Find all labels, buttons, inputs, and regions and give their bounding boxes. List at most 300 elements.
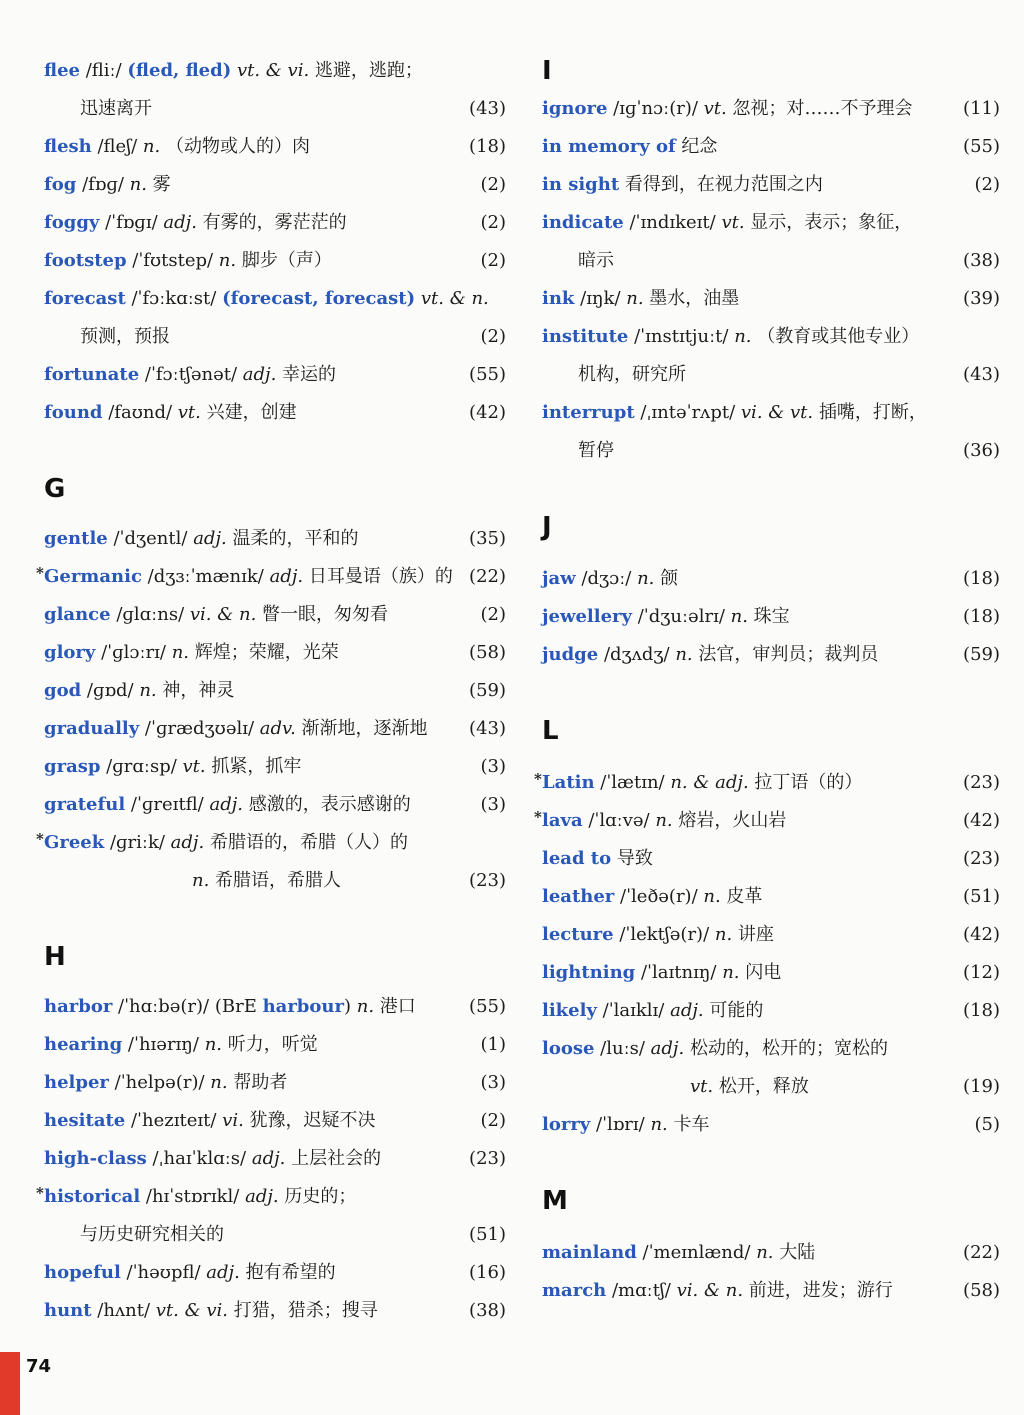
right-column — [534, 52, 1000, 1310]
unit-reference: (36) — [963, 440, 1000, 461]
entry-row — [44, 520, 506, 558]
unit-reference: (55) — [469, 996, 506, 1017]
pronunciation: /ɪɡˈnɔː(r)/ — [607, 98, 704, 119]
entry-row — [44, 1216, 506, 1254]
entry-row — [44, 1064, 506, 1102]
entry-row — [542, 1272, 1000, 1310]
headword: lead to — [542, 848, 612, 869]
entry-row — [44, 52, 506, 90]
headword: foggy — [44, 212, 100, 233]
pronunciation: /mɑːtʃ/ — [606, 1280, 677, 1301]
entry-row — [44, 90, 506, 128]
headword: lightning — [542, 962, 636, 983]
pronunciation: /dʒɔː/ — [575, 568, 638, 589]
headword: historical — [44, 1186, 141, 1207]
headword: Greek — [44, 832, 105, 853]
definition: 历史的； — [278, 1186, 357, 1207]
definition: 日耳曼语（族）的 — [303, 566, 453, 587]
unit-reference: (3) — [480, 1072, 506, 1093]
headword: institute — [542, 326, 629, 347]
definition: 可能的 — [703, 1000, 764, 1021]
definition: 希腊语的，希腊（人）的 — [204, 832, 408, 853]
pronunciation: /ˈfɒɡɪ/ — [99, 212, 164, 233]
part-of-speech: vt. — [182, 756, 206, 777]
pronunciation: /ˈhɪərɪŋ/ — [122, 1034, 205, 1055]
entry-row — [534, 802, 1000, 840]
entry-row — [44, 204, 506, 242]
unit-reference: (23) — [963, 772, 1000, 793]
unit-reference: (58) — [963, 1280, 1000, 1301]
unit-reference: (3) — [480, 756, 506, 777]
headword: fortunate — [44, 364, 140, 385]
definition: 前进，进发；游行 — [743, 1280, 893, 1301]
unit-reference: (16) — [469, 1262, 506, 1283]
part-of-speech: n. — [351, 996, 375, 1017]
section-g — [36, 520, 506, 900]
definition: 松开，释放 — [713, 1076, 809, 1097]
unit-reference: (12) — [963, 962, 1000, 983]
entry-row — [542, 840, 1000, 878]
headword: flesh — [44, 136, 92, 157]
definition: 皮革 — [720, 886, 763, 907]
headword: Germanic — [44, 566, 142, 587]
definition: 讲座 — [732, 924, 774, 945]
headword: god — [44, 680, 82, 701]
part-of-speech: n. — [655, 810, 673, 831]
part-of-speech: n. — [756, 1242, 774, 1263]
definition: 上层社会的 — [285, 1148, 382, 1169]
pronunciation: /ˈɪnstɪtjuːt/ — [628, 326, 735, 347]
left-column — [36, 52, 506, 1330]
definition-continuation: 机构，研究所 — [578, 364, 686, 385]
definition: 逃避，逃跑； — [309, 60, 423, 81]
part-of-speech: adj. — [163, 212, 197, 233]
headword: harbor — [44, 996, 113, 1017]
headword: found — [44, 402, 103, 423]
definition: 渐渐地，逐渐地 — [295, 718, 428, 739]
entry-row — [44, 710, 506, 748]
entry-row — [44, 672, 506, 710]
headword: gentle — [44, 528, 108, 549]
entry-row — [44, 1140, 506, 1178]
pronunciation: /ɡlɑːns/ — [110, 604, 190, 625]
verb-forms: (fled, fled) — [127, 60, 232, 81]
entry-row — [542, 394, 1000, 432]
entry-row — [44, 988, 506, 1026]
definition: 幸运的 — [276, 364, 337, 385]
headword: glory — [44, 642, 96, 663]
letter-heading-m: M — [542, 1186, 568, 1216]
part-of-speech: n. — [637, 568, 655, 589]
headword: fog — [44, 174, 77, 195]
pronunciation: /ˈlɑːvə/ — [582, 810, 656, 831]
headword: in memory of — [542, 136, 676, 157]
definition-continuation: 暂停 — [578, 440, 614, 461]
headword: gradually — [44, 718, 140, 739]
pronunciation: /fliː/ — [80, 60, 128, 81]
unit-reference: (55) — [963, 136, 1000, 157]
entry-row — [36, 824, 506, 862]
part-of-speech: adv. — [259, 718, 296, 739]
unit-reference: (2) — [480, 212, 506, 233]
definition: 卡车 — [667, 1114, 710, 1135]
entry-row — [44, 1254, 506, 1292]
headword-variant: harbour — [262, 996, 344, 1017]
section-i — [542, 90, 1000, 470]
entry-row — [542, 242, 1000, 280]
definition: 脚步（声） — [236, 250, 332, 271]
punctuation: ) — [343, 996, 351, 1017]
definition: 打猎，猎杀；搜寻 — [228, 1300, 378, 1321]
headword: loose — [542, 1038, 595, 1059]
pronunciation: /ɪŋk/ — [574, 288, 627, 309]
entry-row — [542, 1068, 1000, 1106]
headword: march — [542, 1280, 607, 1301]
part-of-speech: adj. — [269, 566, 304, 587]
pronunciation: /luːs/ — [594, 1038, 651, 1059]
part-of-speech: n. — [129, 174, 147, 195]
entry-row — [44, 634, 506, 672]
part-of-speech: adj. — [206, 1262, 240, 1283]
unit-reference: (38) — [963, 250, 1000, 271]
definition: 插嘴，打断， — [813, 402, 927, 423]
entry-row — [44, 786, 506, 824]
entry-row — [44, 356, 506, 394]
section-m — [542, 1234, 1000, 1310]
pronunciation: /ˈlaɪklɪ/ — [596, 1000, 671, 1021]
unit-reference: (18) — [963, 1000, 1000, 1021]
letter-heading-l: L — [542, 716, 559, 746]
letter-heading-h: H — [44, 942, 66, 972]
unit-reference: (39) — [963, 288, 1000, 309]
part-of-speech: adj. — [670, 1000, 704, 1021]
headword: grasp — [44, 756, 101, 777]
pronunciation: /ˈmeɪnlænd/ — [636, 1242, 757, 1263]
unit-reference: (22) — [963, 1242, 1000, 1263]
headword: jaw — [542, 568, 576, 589]
entry-row — [534, 764, 1000, 802]
definition: 颌 — [654, 568, 679, 589]
part-of-speech: vi. — [222, 1110, 244, 1131]
definition-continuation: 预测，预报 — [80, 326, 170, 347]
definition: （动物或人的）肉 — [160, 136, 310, 157]
entry-row — [542, 598, 1000, 636]
part-of-speech: vi. & n. — [189, 604, 257, 625]
unit-reference: (55) — [469, 364, 506, 385]
pronunciation: /ˌhaɪˈklɑːs/ — [146, 1148, 252, 1169]
headword: glance — [44, 604, 111, 625]
new-word-marker: * — [36, 1184, 44, 1202]
pronunciation: /dʒʌdʒ/ — [598, 644, 676, 665]
entry-row — [542, 318, 1000, 356]
pronunciation: /hʌnt/ — [91, 1300, 156, 1321]
entry-row — [36, 558, 506, 596]
headword: lava — [542, 810, 583, 831]
part-of-speech: vt. — [703, 98, 727, 119]
definition: 忽视；对……不予理会 — [726, 98, 913, 119]
definition: 大陆 — [773, 1242, 816, 1263]
part-of-speech: n. — [730, 606, 748, 627]
entry-row — [542, 1234, 1000, 1272]
pronunciation: /ɡriːk/ — [104, 832, 171, 853]
headword: footstep — [44, 250, 127, 271]
pronunciation: /ˈdʒentl/ — [107, 528, 194, 549]
pronunciation: /fɒɡ/ — [76, 174, 130, 195]
entry-row — [44, 596, 506, 634]
definition: 希腊语，希腊人 — [209, 870, 342, 891]
part-of-speech: adj. — [193, 528, 227, 549]
unit-reference: (42) — [963, 924, 1000, 945]
headword: hunt — [44, 1300, 92, 1321]
new-word-marker: * — [534, 770, 542, 788]
unit-reference: (43) — [963, 364, 1000, 385]
section-j — [542, 560, 1000, 674]
entry-row — [542, 878, 1000, 916]
headword: hesitate — [44, 1110, 126, 1131]
part-of-speech: vt. & vi. — [231, 60, 310, 81]
pronunciation: /ˈfʊtstep/ — [126, 250, 219, 271]
part-of-speech: adj. — [650, 1038, 685, 1059]
part-of-speech: n. & adj. — [670, 772, 749, 793]
new-word-marker: * — [36, 564, 44, 582]
unit-reference: (43) — [469, 718, 506, 739]
definition: 感激的，表示感谢的 — [243, 794, 411, 815]
entry-row — [44, 748, 506, 786]
unit-reference: (22) — [469, 566, 506, 587]
pronunciation: /ˈɡlɔːrɪ/ — [95, 642, 172, 663]
entry-row — [36, 1178, 506, 1216]
headword: grateful — [44, 794, 126, 815]
entry-row — [44, 862, 506, 900]
unit-reference: (2) — [974, 174, 1000, 195]
part-of-speech: adj. — [242, 364, 277, 385]
part-of-speech: n. — [734, 326, 752, 347]
part-of-speech: vt. — [177, 402, 201, 423]
part-of-speech: n. — [722, 962, 740, 983]
definition: 港口 — [374, 996, 416, 1017]
definition: 抓紧，抓牢 — [205, 756, 302, 777]
pronunciation: /dʒɜːˈmænɪk/ — [141, 566, 270, 587]
unit-reference: (42) — [469, 402, 506, 423]
entry-row — [44, 394, 506, 432]
unit-reference: (2) — [480, 604, 506, 625]
headword: lecture — [542, 924, 614, 945]
entry-row — [44, 1292, 506, 1330]
definition: 抱有希望的 — [239, 1262, 336, 1283]
pronunciation: /ɡrɑːsp/ — [100, 756, 183, 777]
headword: high-class — [44, 1148, 147, 1169]
headword: interrupt — [542, 402, 635, 423]
headword: hearing — [44, 1034, 123, 1055]
part-of-speech: n. — [204, 1034, 223, 1055]
pronunciation: /ˈleðə(r)/ — [614, 886, 704, 907]
pronunciation: /ˈɪndɪkeɪt/ — [623, 212, 722, 233]
definition: 瞥一眼，匆匆看 — [256, 604, 389, 625]
pronunciation: /ˈhɑːbə(r)/ (BrE — [112, 996, 263, 1017]
unit-reference: (11) — [963, 98, 1000, 119]
new-word-marker: * — [36, 830, 44, 848]
unit-reference: (3) — [480, 794, 506, 815]
definition: 看得到，在视力范围之内 — [619, 174, 823, 195]
entry-row — [44, 318, 506, 356]
unit-reference: (18) — [963, 606, 1000, 627]
headword: leather — [542, 886, 615, 907]
unit-reference: (23) — [963, 848, 1000, 869]
pronunciation: /ˈlætɪn/ — [594, 772, 671, 793]
pronunciation: /faʊnd/ — [102, 402, 178, 423]
unit-reference: (18) — [469, 136, 506, 157]
entry-row — [542, 916, 1000, 954]
unit-reference: (2) — [480, 326, 506, 347]
definition: （教育或其他专业） — [751, 326, 920, 347]
part-of-speech: n. — [142, 136, 161, 157]
part-of-speech: n. — [218, 250, 237, 271]
headword: helper — [44, 1072, 109, 1093]
definition-continuation: 暗示 — [578, 250, 614, 271]
letter-heading-i: I — [542, 56, 552, 86]
entry-row — [542, 1030, 1000, 1068]
part-of-speech: vt. — [690, 1076, 714, 1097]
entry-row — [44, 166, 506, 204]
pronunciation: /hɪˈstɒrɪkl/ — [140, 1186, 246, 1207]
headword: hopeful — [44, 1262, 121, 1283]
headword: lorry — [542, 1114, 591, 1135]
unit-reference: (38) — [469, 1300, 506, 1321]
unit-reference: (2) — [480, 250, 506, 271]
entry-row — [542, 992, 1000, 1030]
entry-row — [44, 1026, 506, 1064]
headword: flee — [44, 60, 80, 81]
part-of-speech: vi. & n. — [676, 1280, 744, 1301]
entry-row — [542, 560, 1000, 598]
part-of-speech: n. — [650, 1114, 668, 1135]
definition: 纪念 — [675, 136, 718, 157]
unit-reference: (35) — [469, 528, 506, 549]
definition: 温柔的，平和的 — [226, 528, 359, 549]
definition: 熔岩，火山岩 — [672, 810, 787, 831]
unit-reference: (58) — [469, 642, 506, 663]
part-of-speech: n. — [714, 924, 733, 945]
part-of-speech: n. — [703, 886, 721, 907]
letter-heading-g: G — [44, 474, 66, 504]
part-of-speech: n. — [171, 642, 190, 663]
headword: indicate — [542, 212, 624, 233]
pronunciation: /ˌɪntəˈrʌpt/ — [634, 402, 741, 423]
unit-reference: (5) — [974, 1114, 1000, 1135]
unit-reference: (59) — [963, 644, 1000, 665]
headword: judge — [542, 644, 599, 665]
unit-reference: (1) — [480, 1034, 506, 1055]
pronunciation: /ˈɡreɪtfl/ — [125, 794, 210, 815]
entry-row — [542, 636, 1000, 674]
definition: 犹豫，迟疑不决 — [243, 1110, 376, 1131]
entry-row — [44, 280, 506, 318]
definition: 法官，审判员；裁判员 — [692, 644, 879, 665]
unit-reference: (42) — [963, 810, 1000, 831]
pronunciation: /ˈlɒrɪ/ — [590, 1114, 651, 1135]
headword: jewellery — [542, 606, 632, 627]
pronunciation: /ˈfɔːtʃənət/ — [139, 364, 243, 385]
definition: 雾 — [146, 174, 171, 195]
part-of-speech: n. — [626, 288, 644, 309]
headword: Latin — [542, 772, 595, 793]
definition: 兴建，创建 — [200, 402, 297, 423]
entry-row — [542, 954, 1000, 992]
unit-reference: (19) — [963, 1076, 1000, 1097]
pronunciation: /ˈdʒuːəlrɪ/ — [631, 606, 731, 627]
headword: likely — [542, 1000, 597, 1021]
definition-continuation: 与历史研究相关的 — [80, 1224, 224, 1245]
part-of-speech: n. — [139, 680, 157, 701]
pronunciation: /ˈɡrædʒʊəlɪ/ — [139, 718, 260, 739]
headword: in sight — [542, 174, 620, 195]
definition: 神，神灵 — [156, 680, 235, 701]
entry-row — [542, 280, 1000, 318]
unit-reference: (59) — [469, 680, 506, 701]
part-of-speech: adj. — [251, 1148, 286, 1169]
unit-reference: (2) — [480, 174, 506, 195]
definition: 辉煌；荣耀，光荣 — [189, 642, 339, 663]
pronunciation: /ˈhezɪteɪt/ — [125, 1110, 223, 1131]
part-of-speech: adj. — [170, 832, 205, 853]
page-number: 74 — [26, 1356, 52, 1377]
part-of-speech: vt. & vi. — [155, 1300, 228, 1321]
pronunciation: /ˈlaɪtnɪŋ/ — [635, 962, 723, 983]
headword: mainland — [542, 1242, 637, 1263]
unit-reference: (43) — [469, 98, 506, 119]
entry-row — [44, 128, 506, 166]
part-of-speech: n. — [675, 644, 693, 665]
unit-reference: (18) — [963, 568, 1000, 589]
headword: forecast — [44, 288, 126, 309]
part-of-speech: n. — [192, 870, 210, 891]
unit-reference: (23) — [469, 1148, 506, 1169]
definition: 帮助者 — [227, 1072, 288, 1093]
pronunciation: /ˈhəʊpfl/ — [120, 1262, 207, 1283]
unit-reference: (2) — [480, 1110, 506, 1131]
entry-row — [542, 204, 1000, 242]
definition: 闪电 — [739, 962, 782, 983]
unit-reference: (51) — [963, 886, 1000, 907]
definition: 听力，听觉 — [222, 1034, 318, 1055]
verb-forms: (forecast, forecast) — [222, 288, 416, 309]
definition: 显示，表示；象征， — [744, 212, 913, 233]
part-of-speech: vt. — [721, 212, 745, 233]
part-of-speech: adj. — [209, 794, 244, 815]
pronunciation: /ˈfɔːkɑːst/ — [125, 288, 223, 309]
entry-row — [542, 128, 1000, 166]
part-of-speech: n. — [210, 1072, 228, 1093]
section-l — [534, 764, 1000, 1144]
section-f — [44, 52, 506, 432]
pronunciation: /ˈhelpə(r)/ — [108, 1072, 211, 1093]
entry-row — [44, 1102, 506, 1140]
section-h — [36, 988, 506, 1330]
new-word-marker: * — [534, 808, 542, 826]
letter-heading-j: J — [542, 512, 552, 542]
part-of-speech: vi. & vt. — [740, 402, 814, 423]
pronunciation: /fleʃ/ — [91, 136, 143, 157]
definition: 珠宝 — [747, 606, 790, 627]
part-of-speech: adj. — [245, 1186, 279, 1207]
entry-row — [542, 432, 1000, 470]
definition: 拉丁语（的） — [748, 772, 863, 793]
entry-row — [542, 90, 1000, 128]
definition-continuation: 迅速离开 — [80, 98, 152, 119]
definition: 墨水，油墨 — [643, 288, 740, 309]
unit-reference: (23) — [469, 870, 506, 891]
pronunciation: /ˈlektʃə(r)/ — [613, 924, 715, 945]
